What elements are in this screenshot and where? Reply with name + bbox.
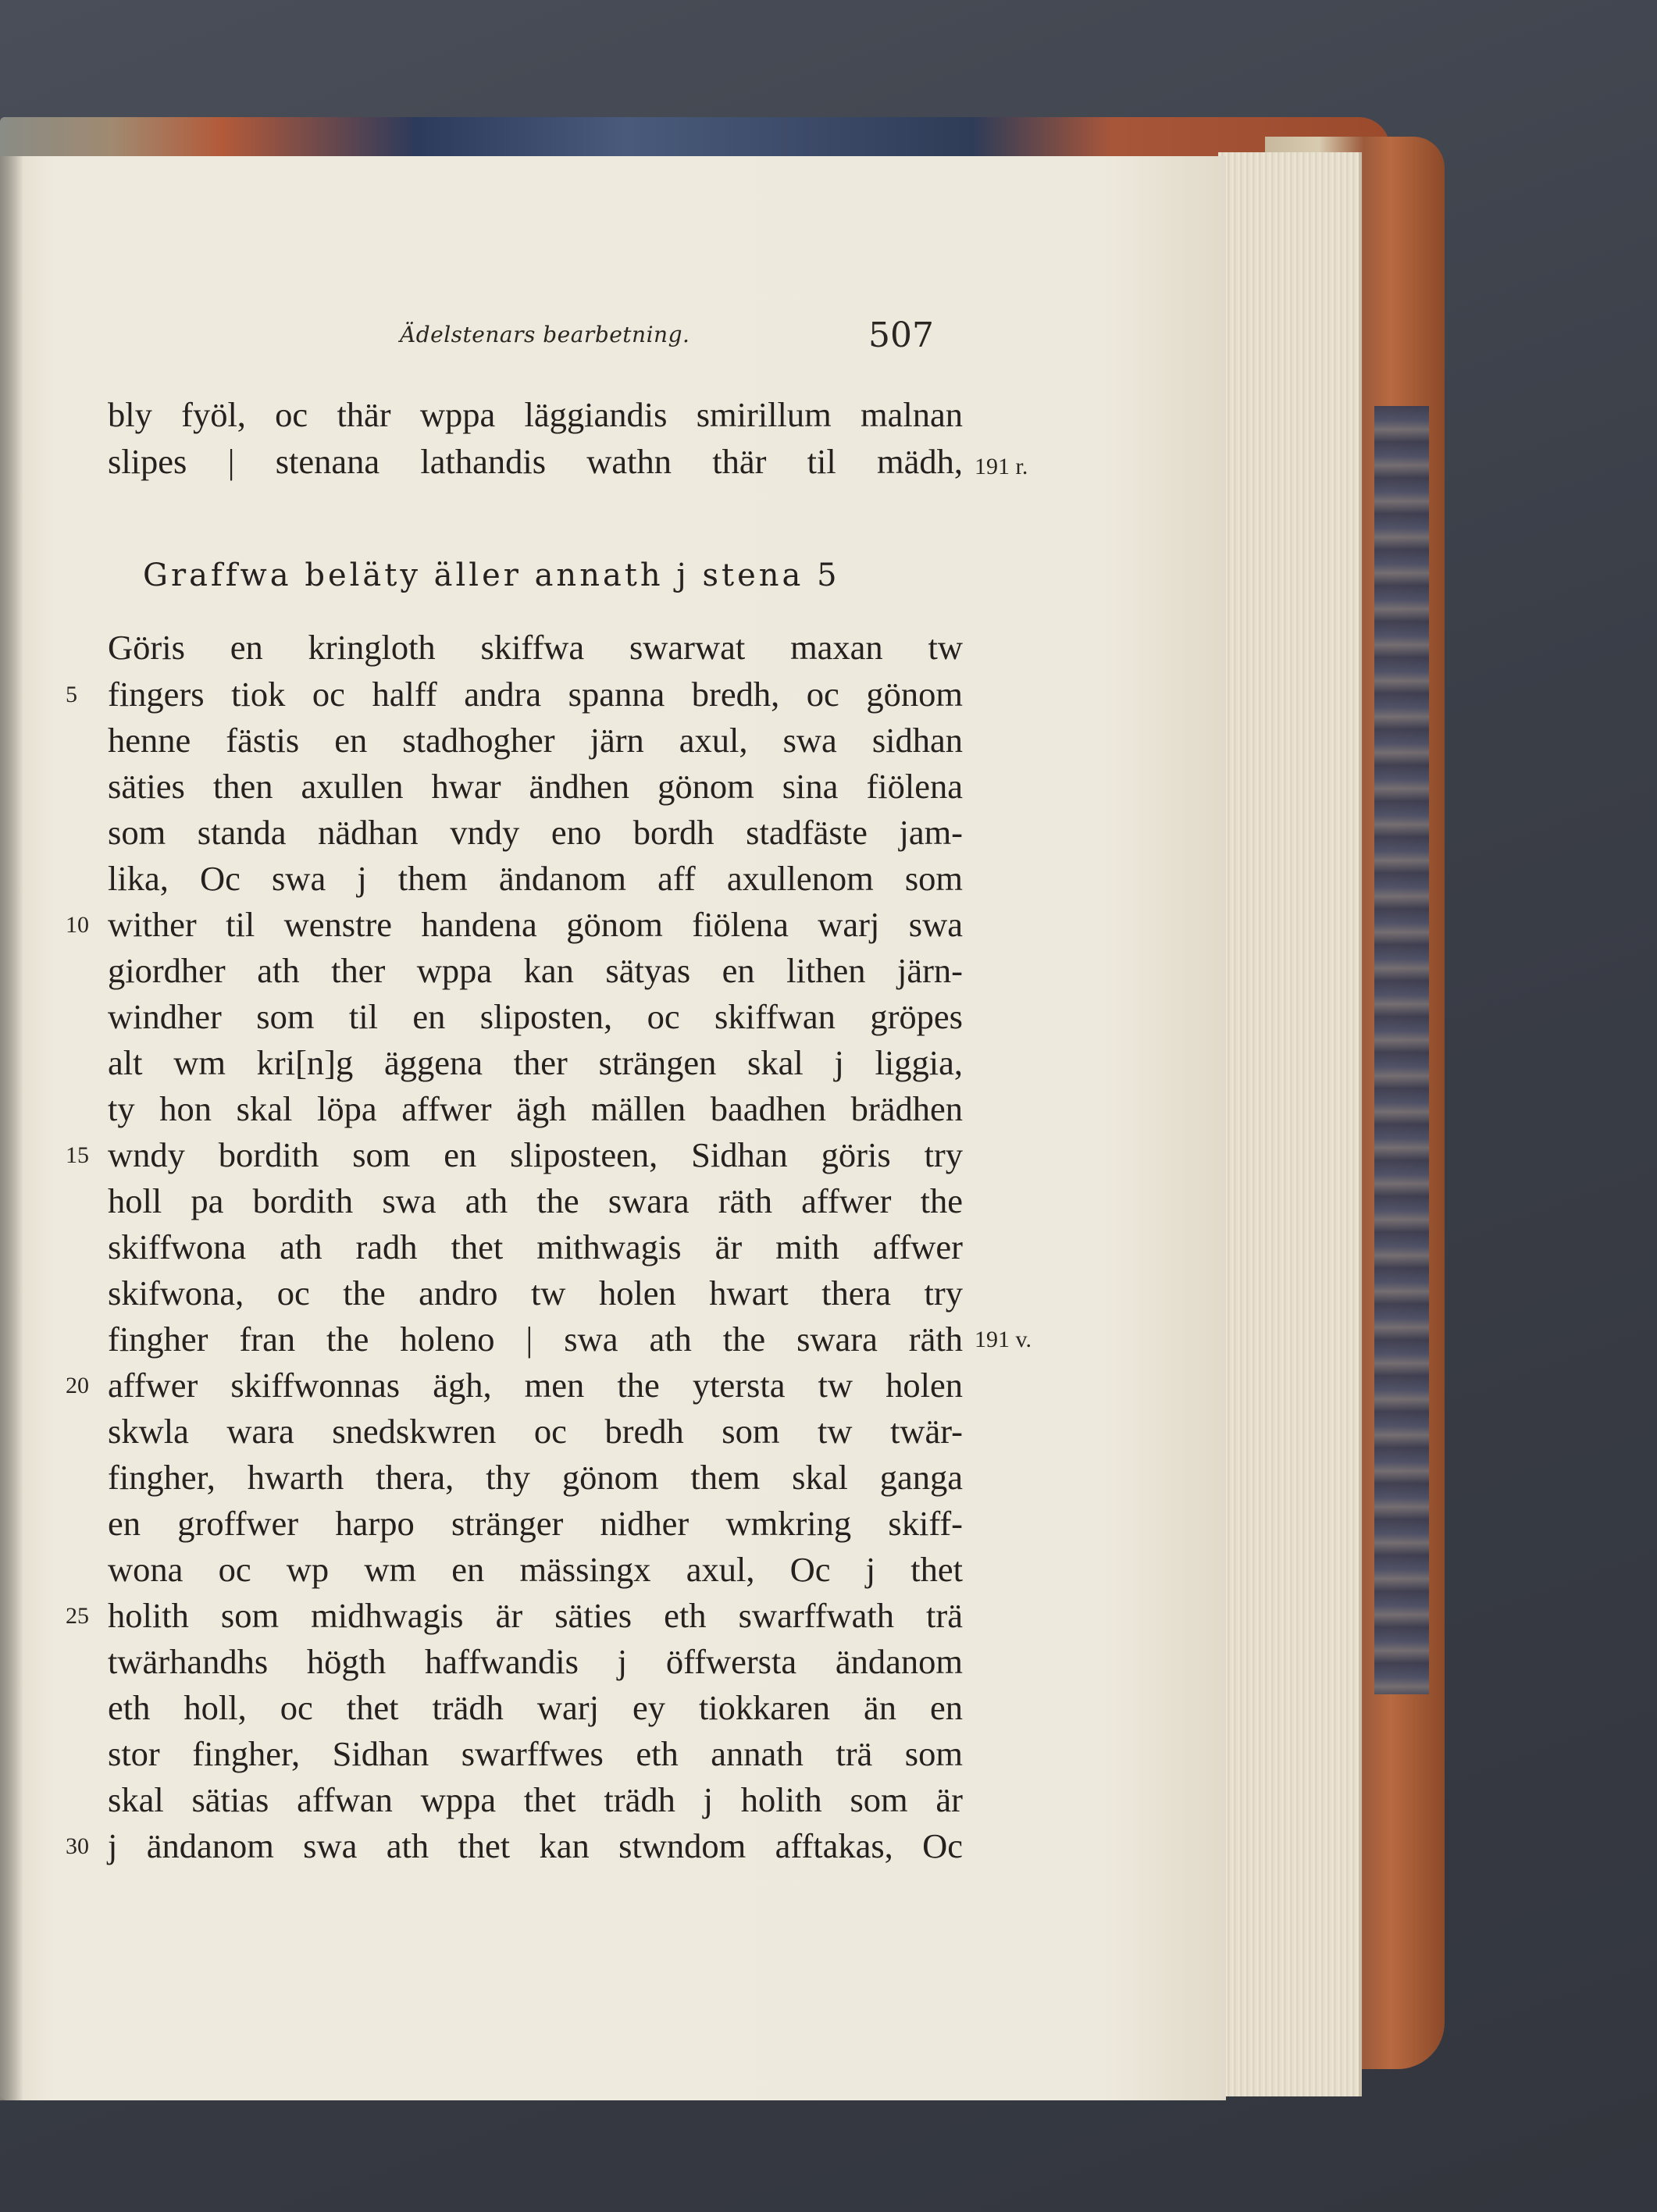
text-line: holith som midhwagis är säties eth swarffwath trä: [108, 1596, 963, 1635]
text-line: holl pa bordith swa ath the swara räth affwer the: [108, 1181, 963, 1220]
text-line: skiffwona ath radh thet mithwagis är mith affwer: [108, 1227, 963, 1266]
section-heading: Graffwa beläty äller annath j stena 5: [143, 557, 840, 593]
text-line: j ändanom swa ath thet kan stwndom afftakas, Oc: [108, 1826, 963, 1865]
text-line: skifwona, oc the andro tw holen hwart thera try: [108, 1273, 963, 1313]
margin-note: 191 v.: [975, 1327, 1032, 1352]
line-number: 20: [66, 1373, 89, 1398]
text-line: wona oc wp wm en mässingx axul, Oc j thet: [108, 1550, 963, 1589]
text-line: skal sätias affwan wppa thet trädh j holith som är: [108, 1780, 963, 1819]
text-line: windher som til en sliposten, oc skiffwan gröpes: [108, 997, 963, 1036]
text-line: en groffwer harpo stränger nidher wmkring skiff-: [108, 1504, 963, 1543]
text-line: säties then axullen hwar ändhen gönom sina fiölena: [108, 767, 963, 806]
line-number: 10: [66, 912, 89, 938]
text-line: henne fästis en stadhogher järn axul, swa sidhan: [108, 721, 963, 760]
line-number: 5: [66, 682, 77, 707]
line-number: 25: [66, 1603, 89, 1629]
text-line: twärhandhs högth haffwandis j öffwersta ändanom: [108, 1642, 963, 1681]
text-line: stor fingher, Sidhan swarffwes eth annath trä som: [108, 1734, 963, 1773]
text-line: ty hon skal löpa affwer ägh mällen baadhen brädhen: [108, 1089, 963, 1128]
text-line: eth holl, oc thet trädh warj ey tiokkaren än en: [108, 1688, 963, 1727]
text-line: som standa nädhan vndy eno bordh stadfäste jam-: [108, 813, 963, 852]
line-number: 15: [66, 1142, 89, 1168]
page-number: 507: [868, 315, 934, 355]
text-line: giordher ath ther wppa kan sätyas en lithen järn-: [108, 951, 963, 990]
margin-note: 191 r.: [975, 454, 1028, 479]
text-line: affwer skiffwonnas ägh, men the ytersta tw holen: [108, 1366, 963, 1405]
text-line: lika, Oc swa j them ändanom aff axullenom som: [108, 859, 963, 898]
page-block-edges: [1218, 152, 1362, 2096]
text-line: bly fyöl, oc thär wppa läggiandis smirillum malnan: [108, 395, 963, 434]
text-line: skwla wara snedskwren oc bredh som tw twär-: [108, 1412, 963, 1451]
line-number: 30: [66, 1833, 89, 1859]
gutter-shadow: [0, 156, 23, 2100]
text-line: alt wm kri[n]g äggena ther strängen skal j liggia,: [108, 1043, 963, 1082]
cover-marbled-edge: [1374, 406, 1429, 1694]
text-line: wndy bordith som en sliposteen, Sidhan göris try: [108, 1135, 963, 1174]
running-head: Ädelstenars bearbetning.: [400, 322, 690, 347]
text-line: slipes | stenana lathandis wathn thär til mädh,: [108, 442, 963, 481]
text-line: fingers tiok oc halff andra spanna bredh, oc gönom: [108, 675, 963, 714]
text-line: Göris en kringloth skiffwa swarwat maxan tw: [108, 628, 963, 667]
text-line: fingher fran the holeno | swa ath the swara räth: [108, 1320, 963, 1359]
text-line: fingher, hwarth thera, thy gönom them skal ganga: [108, 1458, 963, 1497]
text-line: wither til wenstre handena gönom fiölena warj swa: [108, 905, 963, 944]
